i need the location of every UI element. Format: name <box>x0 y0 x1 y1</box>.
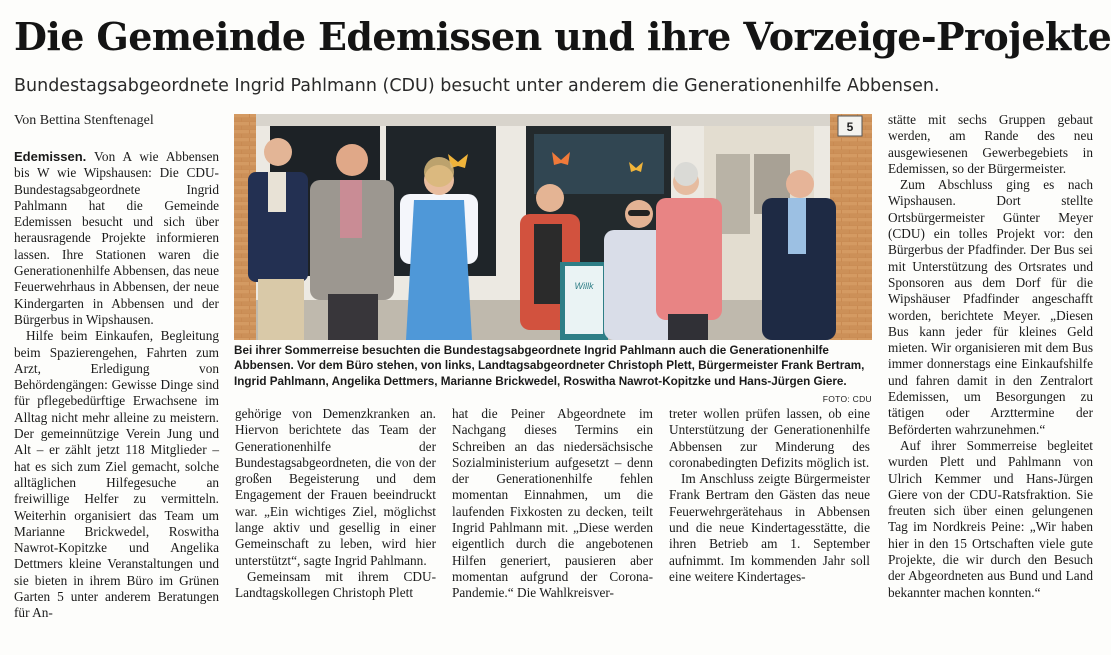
photo-caption <box>234 343 872 407</box>
headline: Die Gemeinde Edemissen und ihre Vorzeige-Projekte <box>14 14 1111 59</box>
photo-credit: FOTO: CDU <box>822 393 872 404</box>
paragraph: stätte mit sechs Gruppen gebaut werden, am Rande des neu ausgewiesenen Gewerbegebiets in Edemissen, so der Bürgermeister. <box>888 112 1093 176</box>
sign-text: Willk <box>574 281 594 291</box>
article-column-2 <box>235 406 436 602</box>
article-column-5 <box>888 112 1093 601</box>
paragraph: Im Anschluss zeigte Bürgermeister Frank Bertram den Gästen das neue Feuerwehrgerätehaus in Abbensen und die neue Kindertagesstätte, die ihren Betrieb am 1. September aufnimmt. Im kommenden Jahr soll eine weitere Kindertages- <box>669 471 870 584</box>
subheadline: Bundestagsabgeordnete Ingrid Pahlmann (CDU) besucht unter anderem die Generationenhilfe Abbensen. <box>14 76 940 96</box>
paragraph: hat die Peiner Abgeordnete im Nachgang dieses Termins ein Schreiben an das niedersächsische Sozialministerium aufgesetzt – denn der Generationenhilfe fehlen momentan Einnahmen, um die laufenden Fixkosten zu decken, teilt Ingrid Pahlmann mit. „Diese werden eigentlich durch die angebotenen Hilfen generiert, pausieren aber momentan aufgrund der Corona-Pandemie.“ Die Wahlkreisver- <box>452 406 653 601</box>
paragraph: Auf ihrer Sommerreise begleitet wurden Plett und Pahlmann von Ulrich Kemmer und Hans-Jürgen Giere von der CDU-Ratsfraktion. Sie freuten sich über einen gelungenen Tag im Nordkreis Peine: „Wir haben hier in den 15 Ortschaften viele gute Projekte, die wir durch den Besuch der Abgeordneten aus Bund und Land bekannter machen konnten.“ <box>888 437 1093 600</box>
paragraph <box>14 149 219 328</box>
paragraph: Zum Abschluss ging es nach Wipshausen. Dort stellte Ortsbürgermeister Günter Meyer (CDU) ein tolles Projekt vor: den Bürgerbus der Pfadfinder. Der Bus sei mit Unterstützung des Ortsrates und Sponsoren aus dem Dorf für die Wipshäuser Pfadfinder angeschafft worden, berichtete Meyer. „Diesen Bus kann jeder für kleines Geld mieten. Wir organisieren mit dem Bus immer donnerstags eine Einkaufshilfe und fahren damit in den Zentralort Edemissen, um Besorgungen zu tätigen oder Arzttermine der Beförderten wahrzunehmen.“ <box>888 177 1093 437</box>
caption-text: Bei ihrer Sommerreise besuchten die Bundestagsabgeordnete Ingrid Pahlmann auch die Generationenhilfe Abbensen. Vor dem Büro stehen, von links, Landtagsabgeordneter Christoph Plett, Bürgermeister Frank Bertram, Ingrid Pahlmann, Angelika Dettmers, Marianne Brickwedel, Roswitha Nawrot-Kopitzke und Hans-Jürgen Giere. <box>234 344 865 388</box>
byline: Von Bettina Stenftenagel <box>14 113 154 128</box>
paragraph: treter wollen prüfen lassen, ob eine Unterstützung der Generationenhilfe Abbensen zur Minderung des coronabedingten Defizits möglich ist. <box>669 406 870 470</box>
paragraph: gehörige von Demenzkranken an. Hiervon berichtete das Team der Generationenhilfe der Bundestagsabgeordneten, die von der großen Begeisterung und dem Engagement der Frauen beeindruckt war. „Ein wichtiges Ziel, möglichst lange aktiv und gesellig in einer Gemeinschaft zu leben, wird hier unterstützt“, sagte Ingrid Pahlmann. <box>235 406 436 568</box>
paragraph: Gemeinsam mit ihrem CDU-Landtagskollegen Christoph Plett <box>235 568 436 601</box>
article-column-3 <box>452 406 653 602</box>
paragraph-text: Von A wie Abbensen bis W wie Wipshausen: Die CDU-Bundestagsabgeordnete Ingrid Pahlmann hat die Gemeinde Edemissen besucht und sich über herausragende Projekte informieren lassen. Ihre Stationen waren die Generationenhilfe Abbensen, das neue Feuerwehrhaus in Abbensen, der neue Kindergarten in Abbensen und der Bürgerbus in Wipshausen. <box>14 149 219 327</box>
article-photo <box>234 114 872 340</box>
article-column-1 <box>14 149 219 622</box>
paragraph: Hilfe beim Einkaufen, Begleitung beim Spazierengehen, Fahrten zum Arzt, Erledigung von Behördengängen: Gewisse Dinge sind für pflegebedürftige Erwachsene im Alltag nicht mehr alleine zu meistern. Der gemeinnützige Verein Jung und Alt – er zählt jetzt 118 Mitglieder – hat es sich zum Ziel gemacht, solche alltäglichen Hilfegesuche an freiwillige Helfer zu vermitteln. Weiterhin organisiert das Team um Marianne Brickwedel, Roswitha Nawrot-Kopitzke und Angelika Dettmers kleine Veranstaltungen und sie bieten in ihrem Büro im Grünen Garten 5 unter anderem Beratungen für An- <box>14 328 219 621</box>
door-number: 5 <box>846 120 854 134</box>
dateline: Edemissen. <box>14 149 87 164</box>
article-column-4 <box>669 406 870 585</box>
group-photo-illustration <box>234 114 872 340</box>
